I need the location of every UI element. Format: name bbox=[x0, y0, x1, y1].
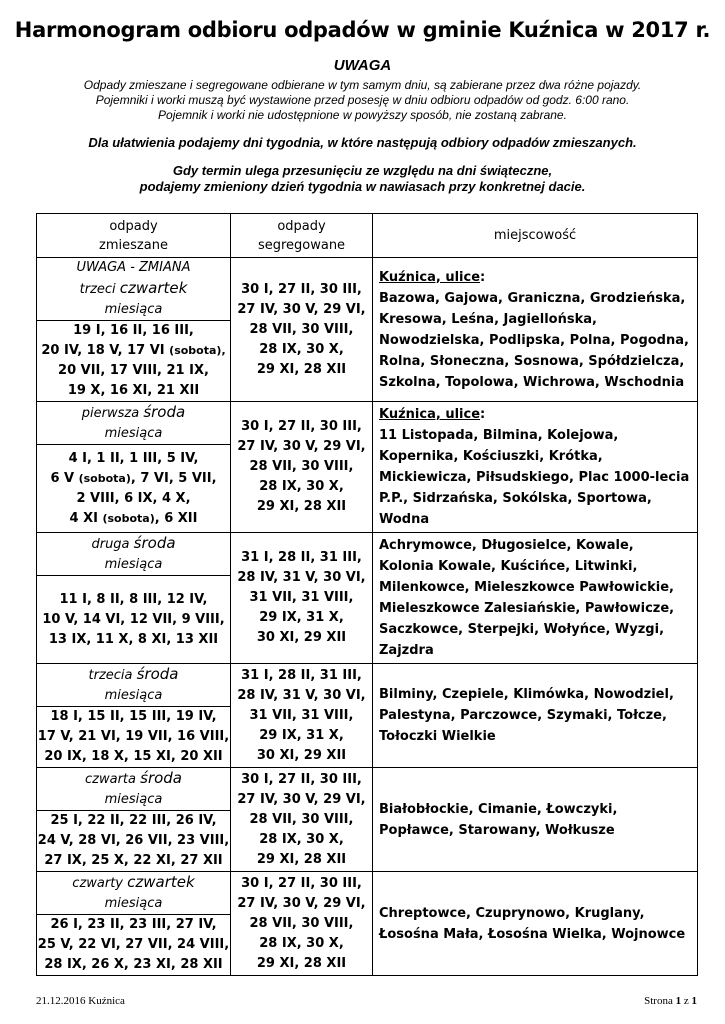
schedule-row bbox=[37, 664, 698, 707]
segregated-dates: 31 I, 28 II, 31 III, 28 IV, 31 V, 30 VI, 31 VII, 31 VIII, 29 IX, 31 X, 30 XI, 29 XII bbox=[231, 664, 373, 768]
weekday-cell: druga środa miesiąca bbox=[37, 533, 231, 576]
header-mixed: odpady zmieszane bbox=[37, 214, 231, 258]
header-segregated: odpady segregowane bbox=[231, 214, 373, 258]
schedule-row bbox=[37, 533, 698, 576]
weekday-cell: UWAGA - ZMIANA trzeci czwartek miesiąca bbox=[37, 258, 231, 321]
weekday-cell: czwarty czwartek miesiąca bbox=[37, 872, 231, 915]
header-location: miejscowość bbox=[373, 214, 698, 258]
info-line: Gdy termin ulega przesunięciu ze względu na dni świąteczne, bbox=[172, 163, 553, 178]
info-line: podajemy zmieniony dzień tygodnia w nawiasach przy konkretnej dacie. bbox=[139, 179, 586, 194]
location-cell: Kuźnica, ulice: 11 Listopada, Bilmina, Kolejowa, Kopernika, Kościuszki, Krótka, Mickiewicza, Piłsudskiego, Plac 1000-lecia P.P., Sidrzańska, Sokólska, Sportowa, Wodna bbox=[373, 402, 698, 533]
location-cell: Bilminy, Czepiele, Klimówka, Nowodziel, Palestyna, Parczowce, Szymaki, Tołcze, Tołoczki Wielkie bbox=[373, 664, 698, 768]
footer-page-number: Strona 1 z 1 bbox=[644, 995, 697, 1007]
warning-notes bbox=[0, 78, 725, 123]
weekday-cell: pierwsza środa miesiąca bbox=[37, 402, 231, 445]
page-title: Harmonogram odbioru odpadów w gminie Kuźnica w 2017 r. bbox=[14, 18, 711, 42]
footer-date-place: 21.12.2016 Kuźnica bbox=[36, 995, 125, 1007]
note-line: Pojemniki i worki muszą być wystawione przed posesję w dniu odbioru odpadów od godz. 6:00 rano. bbox=[95, 93, 630, 107]
schedule-table bbox=[36, 213, 698, 976]
mixed-dates: 19 I, 16 II, 16 III, 20 IV, 18 V, 17 VI (sobota), 20 VII, 17 VIII, 21 IX, 19 X, 16 XI, 21 XII bbox=[37, 321, 231, 402]
mixed-dates: 25 I, 22 II, 22 III, 26 IV, 24 V, 28 VI, 26 VII, 23 VIII, 27 IX, 25 X, 22 XI, 27 XII bbox=[37, 811, 231, 872]
location-cell: Achrymowce, Długosielce, Kowale, Kolonia Kowale, Kuścińce, Litwinki, Milenkowce, Mieleszkowce Pawłowickie, Mieleszkowce Zalesiańskie, Pawłowicze, Saczkowce, Sterpejki, Wołyńce, Wyzgi, Zajzdra bbox=[373, 533, 698, 664]
schedule-row bbox=[37, 402, 698, 445]
note-line: Pojemnik i worki nie udostępnione w powyższy sposób, nie zostaną zabrane. bbox=[158, 108, 567, 122]
weekday-cell: trzecia środa miesiąca bbox=[37, 664, 231, 707]
info-holidays bbox=[0, 163, 725, 195]
segregated-dates: 30 I, 27 II, 30 III, 27 IV, 30 V, 29 VI, 28 VII, 30 VIII, 28 IX, 30 X, 29 XI, 28 XII bbox=[231, 402, 373, 533]
schedule-row bbox=[37, 258, 698, 321]
segregated-dates: 30 I, 27 II, 30 III, 27 IV, 30 V, 29 VI, 28 VII, 30 VIII, 28 IX, 30 X, 29 XI, 28 XII bbox=[231, 872, 373, 976]
mixed-dates: 4 I, 1 II, 1 III, 5 IV, 6 V (sobota), 7 VI, 5 VII, 2 VIII, 6 IX, 4 X, 4 XI (sobota), 6 XII bbox=[37, 445, 231, 533]
location-cell: Kuźnica, ulice: Bazowa, Gajowa, Graniczna, Grodzieńska, Kresowa, Leśna, Jagiellońska, Nowodzielska, Podlipska, Polna, Pogodna, Rolna, Słoneczna, Sosnowa, Spółdzielcza, Szkolna, Topolowa, Wichrowa, Wschodnia bbox=[373, 258, 698, 402]
info-weekdays: Dla ułatwienia podajemy dni tygodnia, w które następują odbiory odpadów zmieszanych. bbox=[88, 135, 637, 150]
location-cell: Chreptowce, Czuprynowo, Kruglany, Łosośna Mała, Łosośna Wielka, Wojnowce bbox=[373, 872, 698, 976]
segregated-dates: 30 I, 27 II, 30 III, 27 IV, 30 V, 29 VI, 28 VII, 30 VIII, 28 IX, 30 X, 29 XI, 28 XII bbox=[231, 768, 373, 872]
warning-heading: UWAGA bbox=[333, 57, 392, 74]
note-line: Odpady zmieszane i segregowane odbierane w tym samym dniu, są zabierane przez dwa różne pojazdy. bbox=[83, 78, 642, 92]
schedule-row bbox=[37, 872, 698, 915]
mixed-dates: 26 I, 23 II, 23 III, 27 IV, 25 V, 22 VI, 27 VII, 24 VIII, 28 IX, 26 X, 23 XI, 28 XII bbox=[37, 915, 231, 976]
location-cell: Białobłockie, Cimanie, Łowczyki, Popławce, Starowany, Wołkusze bbox=[373, 768, 698, 872]
weekday-cell: czwarta środa miesiąca bbox=[37, 768, 231, 811]
mixed-dates: 11 I, 8 II, 8 III, 12 IV, 10 V, 14 VI, 12 VII, 9 VIII, 13 IX, 11 X, 8 XI, 13 XII bbox=[37, 576, 231, 664]
header-row bbox=[37, 214, 698, 258]
schedule-row bbox=[37, 768, 698, 811]
segregated-dates: 31 I, 28 II, 31 III, 28 IV, 31 V, 30 VI, 31 VII, 31 VIII, 29 IX, 31 X, 30 XI, 29 XII bbox=[231, 533, 373, 664]
segregated-dates: 30 I, 27 II, 30 III, 27 IV, 30 V, 29 VI, 28 VII, 30 VIII, 28 IX, 30 X, 29 XI, 28 XII bbox=[231, 258, 373, 402]
mixed-dates: 18 I, 15 II, 15 III, 19 IV, 17 V, 21 VI, 19 VII, 16 VIII, 20 IX, 18 X, 15 XI, 20 XII bbox=[37, 707, 231, 768]
